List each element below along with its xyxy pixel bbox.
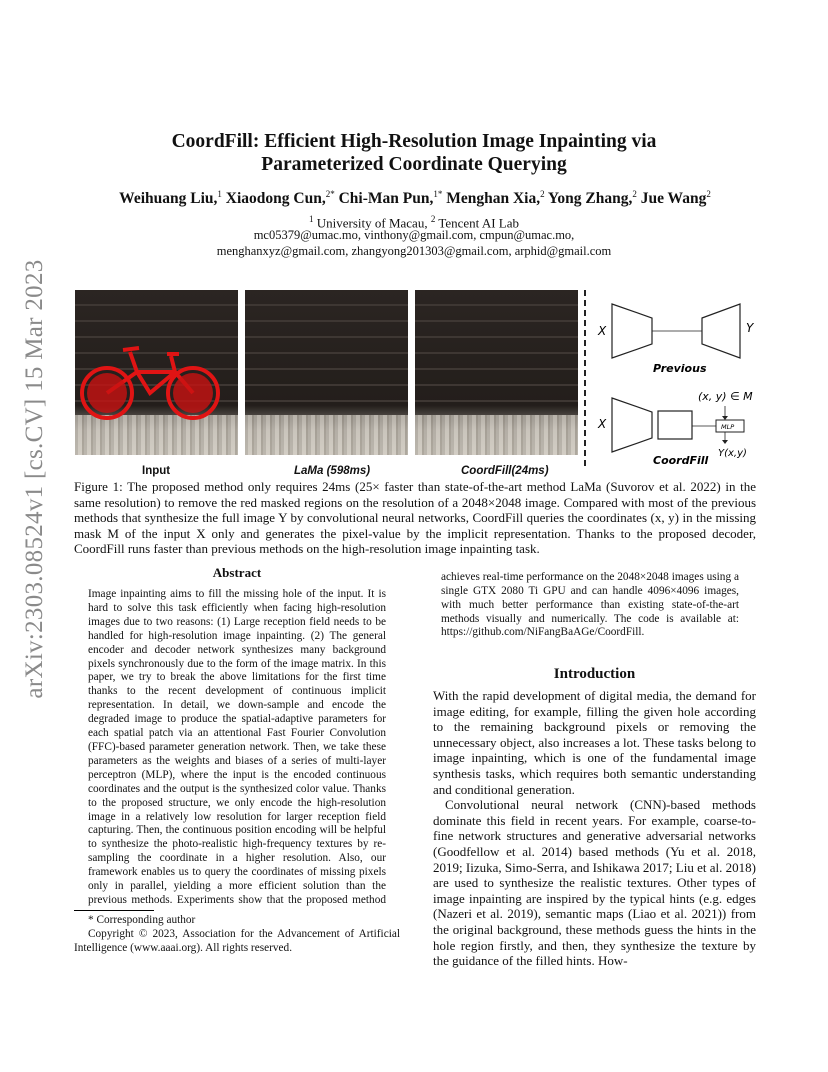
author: Menghan Xia,$^2$ [446,189,545,208]
label-coordfill: CoordFill(24ms) [461,465,549,477]
diagram-coordfill-label: CoordFill [653,454,709,467]
paper-title [100,130,728,176]
abstract-text-continued: achieves real-time performance on the 2048×2048 images using a single GTX 2080 Ti GPU and can handle 4096×4096 images, with much better performance than existing state-of-the-art methods visually and numerically. The code is available at: https://github.com/NiFangBaAGe/CoordFill. [441,570,739,639]
encoder-shape [612,304,652,358]
input-image [75,290,238,455]
author: Weihuang Liu,$^1$ [119,189,222,208]
label-input: Input [142,465,171,477]
author: Xiaodong Cun,$^{2*}$ [225,189,335,208]
diagram-previous-label: Previous [653,362,707,375]
decoder-shape [702,304,740,358]
figure-caption: Figure 1: The proposed method only requires 24ms (25× faster than state-of-the-art method LaMa (Suvorov et al. 2022) in the same resolution) to remove the red masked regions on the resolution of a 2048×2048 image. Compared with most of the previous methods that synthesize the full image Y by convolutional neural networks, CoordFill queries the coordinates (x, y) in the missing mask M of the input X only and generates the pixel-value by the implicit representation. Thanks to the proposed decoder, CoordFill runs faster than previous methods on the high-resolution image inpainting task. [74,479,756,557]
author: Jue Wang$^2$ [640,189,711,208]
diagram-x-bottom: X [598,417,607,431]
figure-divider [584,290,586,466]
abstract-body-left [88,588,386,906]
author-emails [150,228,678,259]
intro-paragraph-2: Convolutional neural network (CNN)-based methods dominate this field in recent years. For example, coarse-to-fine network structures and generative adversarial networks (Goodfellow et al. 2014) based methods (Yu et al. 2018, 2019; Iizuka, Simo-Serra, and Ishikawa 2017; Liu et al. 2018) are used to synthesize the realistic textures. Other types of image inpainting are inspired by the typical hints (e.g. edges (Nazeri et al. 2019), semantic maps (Liao et al. 2021)) from the original background, these methods guess the hints in the hole region firstly, and then, they synthesize the texture by the guidance of the filled hints. How- [433,797,756,969]
abstract-body-right [441,569,739,653]
email-line-2: menghanxyz@gmail.com, zhangyong201303@gmail.com, arphid@gmail.com [216,243,612,258]
intro-paragraph-1: With the rapid development of digital media, the demand for image editing, for example, filling the given hole according to the remaining background pixels or removing the unnecessary object, also increases a lot. These tasks belong to image inpainting, which is one of the fundamental image synthesis tasks, which requires both semantic understanding and conditional generation. [433,688,756,797]
arxiv-id: arXiv:2303.08524v1 [cs.CV] 15 Mar 2023 [21,259,48,699]
diagram-condition: (x, y) ∈ M [698,390,753,403]
coordfill-result-image [415,290,578,455]
title-line-1: CoordFill: Efficient High-Resolution Image Inpainting via [171,131,657,152]
parameter-block [658,411,692,439]
diagram-y-out: Y(x,y) [718,448,747,459]
author: Yong Zhang,$^2$ [547,189,637,208]
introduction-body [433,688,756,969]
footnote-corresponding: * Corresponding author [88,914,196,926]
diagram-mlp: MLP [721,423,735,431]
affiliations: $^1$ University of Macau, $^2$ Tencent AI Lab [308,214,520,231]
footnote-copyright: Copyright © 2023, Association for the Advancement of Artificial Intelligence (www.aaai.org). All rights reserved. [74,928,400,954]
author: Chi-Man Pun,$^{1*}$ [338,189,443,208]
label-lama: LaMa (598ms) [294,465,371,477]
red-bicycle-mask [75,290,238,455]
coordfill-encoder-shape [612,398,652,452]
introduction-heading: Introduction [553,666,636,682]
email-line-1: mc05379@umac.mo, vinthony@gmail.com, cmpun@umac.mo, [253,228,575,242]
footnote-rule [74,910,154,911]
author-list [60,189,770,208]
architecture-diagram [590,288,770,468]
arxiv-sidebar-stamp [20,259,50,699]
diagram-y-top: Y [746,321,754,335]
title-line-2: Parameterized Coordinate Querying [261,154,567,175]
abstract-heading: Abstract [212,565,262,580]
abstract-text: Image inpainting aims to fill the missing hole of the input. It is hard to solve this task efficiently when facing high-resolution images due to two reasons: (1) Large reception field needs to be handled for high-resolution image inpainting. (2) The general encoder and decoder network synthesizes many background pixels synchronously due to the form of the image matrix. In this paper, we try to break the above limitations for the first time thanks to the recent development of continuous implicit representation. In detail, we down-sample and encode the degraded image to produce the spatial-adaptive parameters for each spatial patch via an attentional Fast Fourier Convolution (FFC)-based parameter generation network. Then, we take these parameters as the weights and biases of a series of multi-layer perceptron (MLP), where the input is the encoded continuous coordinates and the output is the synthesized color value. Thanks to the proposed structure, we only encode the high-resolution image in a relatively low resolution for larger reception field capturing. Then, the continuous position encoding will be helpful to synthesize the photo-realistic high-frequency textures by re-sampling the coordinate in a higher resolution. Also, our framework enables us to query the coordinates of missing pixels only in parallel, yielding a more efficient solution than the previous methods. Experiments show that the proposed method [88,588,386,906]
diagram-x-top: X [598,324,607,338]
lama-result-image [245,290,408,455]
